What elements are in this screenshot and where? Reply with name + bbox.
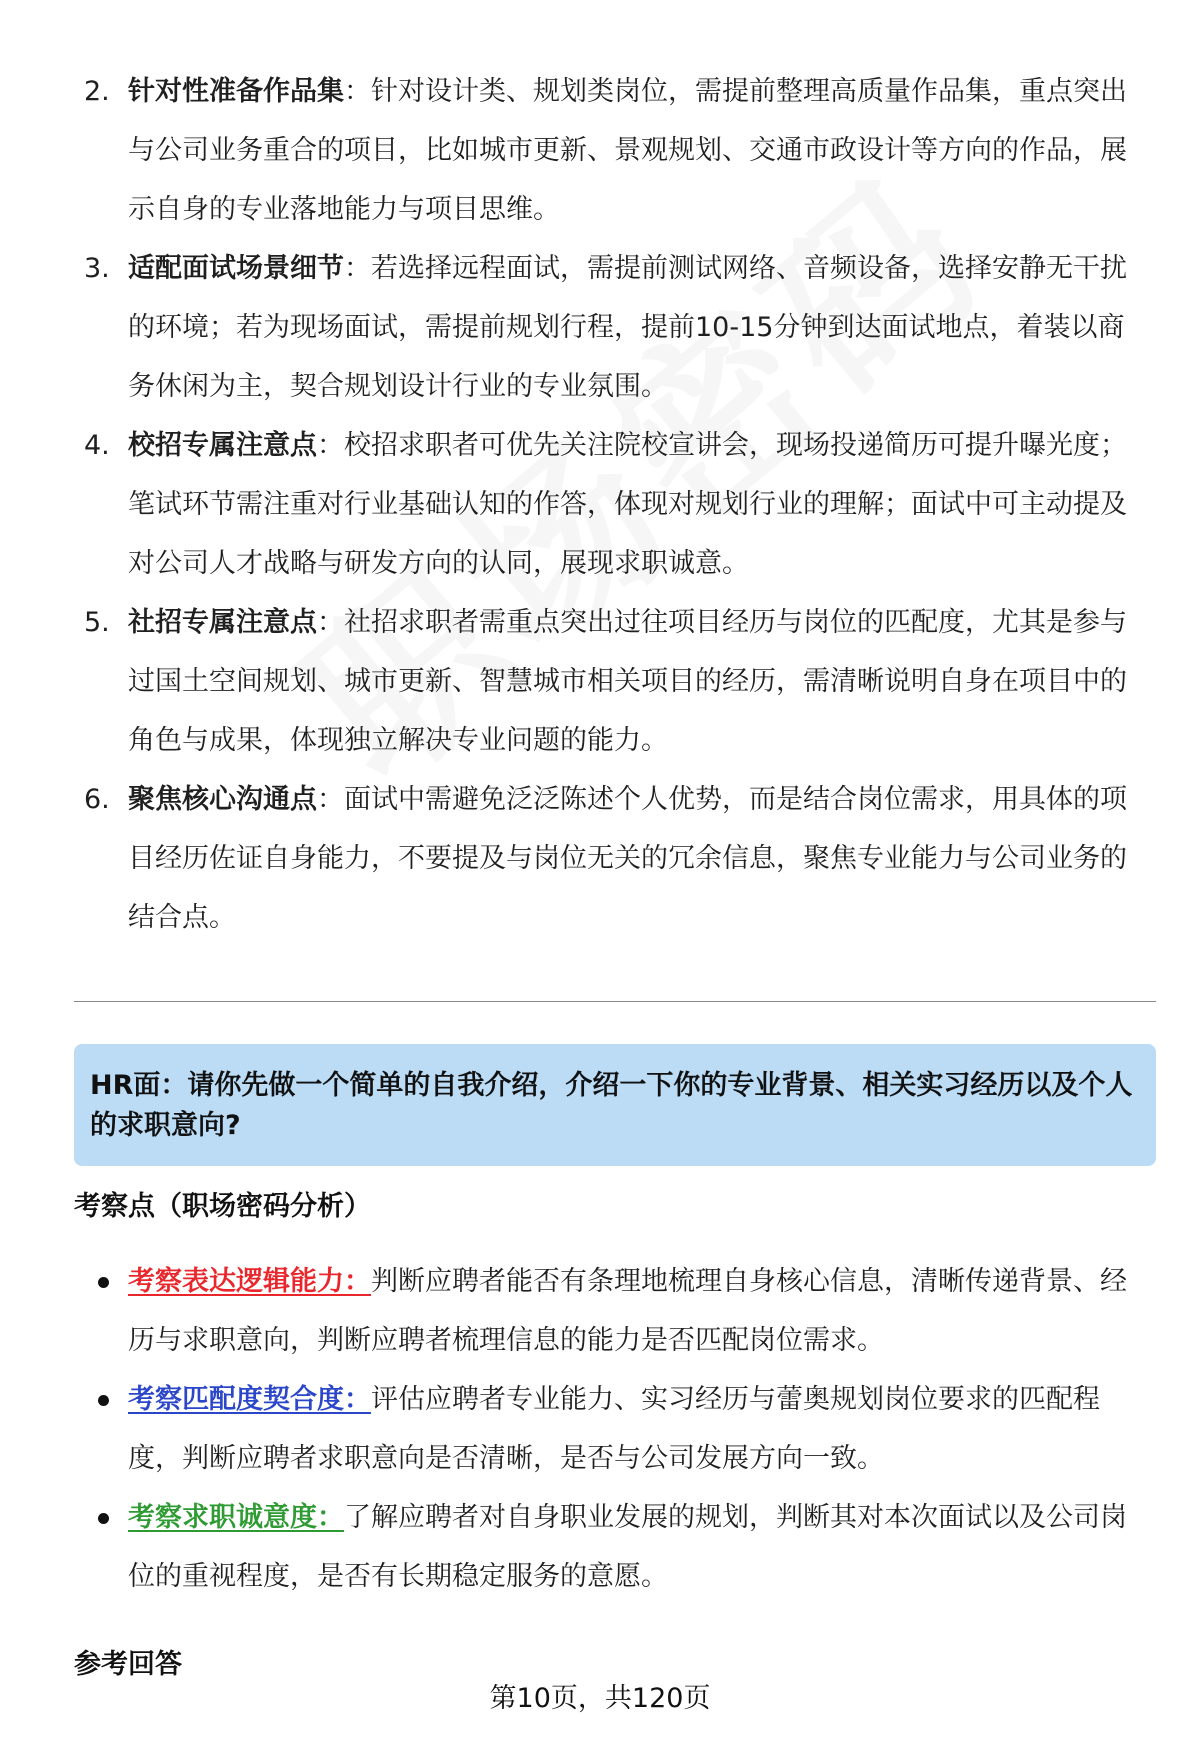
item-number: 3. bbox=[84, 253, 110, 284]
item-term: 校招专属注意点 bbox=[128, 430, 317, 461]
item-text: 面试中需避免泛泛陈述个人优势，而是结合岗位需求，用具体的项目经历佐证自身能力，不要提及与岗位无关的冗余信息，聚焦专业能力与公司业务的结合点。 bbox=[128, 784, 1127, 933]
item-text: 校招求职者可优先关注院校宣讲会，现场投递简历可提升曝光度；笔试环节需注重对行业基础认知的作答，体现对规划行业的理解；面试中可主动提及对公司人才战略与研发方向的认同，展现求职诚意。 bbox=[128, 430, 1127, 579]
tips-list bbox=[74, 62, 1144, 947]
item-text: 社招求职者需重点突出过往项目经历与岗位的匹配度，尤其是参与过国土空间规划、城市更新、智慧城市相关项目的经历，需清晰说明自身在项目中的角色与成果，体现独立解决专业问题的能力。 bbox=[128, 607, 1127, 756]
list-item bbox=[74, 416, 1144, 593]
item-colon: ： bbox=[317, 607, 344, 638]
bullet-icon bbox=[98, 1277, 109, 1288]
list-item bbox=[74, 770, 1144, 947]
section-divider bbox=[74, 1001, 1156, 1002]
point-label: 考察表达逻辑能力： bbox=[128, 1266, 371, 1297]
list-item bbox=[74, 1370, 1144, 1488]
question-callout bbox=[74, 1044, 1156, 1166]
list-item bbox=[74, 593, 1144, 770]
item-number: 4. bbox=[84, 430, 110, 461]
question-text: HR面：请你先做一个简单的自我介绍，介绍一下你的专业背景、相关实习经历以及个人的求职意向? bbox=[90, 1070, 1133, 1141]
list-item bbox=[74, 239, 1144, 416]
point-label: 考察匹配度契合度： bbox=[128, 1384, 371, 1415]
item-term: 聚焦核心沟通点 bbox=[128, 784, 317, 815]
bullet-icon bbox=[98, 1395, 109, 1406]
point-text: 了解应聘者对自身职业发展的规划，判断其对本次面试以及公司岗位的重视程度，是否有长期稳定服务的意愿。 bbox=[128, 1502, 1127, 1592]
bullet-icon bbox=[98, 1513, 109, 1524]
item-text: 针对设计类、规划类岗位，需提前整理高质量作品集，重点突出与公司业务重合的项目，比如城市更新、景观规划、交通市政设计等方向的作品，展示自身的专业落地能力与项目思维。 bbox=[128, 76, 1127, 225]
list-item bbox=[74, 1252, 1144, 1370]
point-text: 评估应聘者专业能力、实习经历与蕾奥规划岗位要求的匹配程度，判断应聘者求职意向是否清晰，是否与公司发展方向一致。 bbox=[128, 1384, 1100, 1474]
item-colon: ： bbox=[317, 430, 344, 461]
answer-heading: 参考回答 bbox=[74, 1649, 182, 1680]
list-item bbox=[74, 62, 1144, 239]
page-number: 第10页，共120页 bbox=[489, 1683, 711, 1714]
item-colon: ： bbox=[317, 784, 344, 815]
item-number: 2. bbox=[84, 76, 110, 107]
item-term: 适配面试场景细节 bbox=[128, 253, 344, 284]
point-label: 考察求职诚意度： bbox=[128, 1502, 344, 1533]
item-term: 针对性准备作品集 bbox=[128, 76, 344, 107]
item-colon: ： bbox=[344, 76, 371, 107]
item-number: 6. bbox=[84, 784, 110, 815]
assessment-points-list bbox=[74, 1252, 1144, 1606]
item-text: 若选择远程面试，需提前测试网络、音频设备，选择安静无干扰的环境；若为现场面试，需提前规划行程，提前10-15分钟到达面试地点，着装以商务休闲为主，契合规划设计行业的专业氛围。 bbox=[128, 253, 1127, 402]
item-number: 5. bbox=[84, 607, 110, 638]
list-item bbox=[74, 1488, 1144, 1606]
points-heading: 考察点（职场密码分析） bbox=[74, 1191, 371, 1222]
point-text: 判断应聘者能否有条理地梳理自身核心信息，清晰传递背景、经历与求职意向，判断应聘者梳理信息的能力是否匹配岗位需求。 bbox=[128, 1266, 1127, 1356]
item-term: 社招专属注意点 bbox=[128, 607, 317, 638]
item-colon: ： bbox=[344, 253, 371, 284]
